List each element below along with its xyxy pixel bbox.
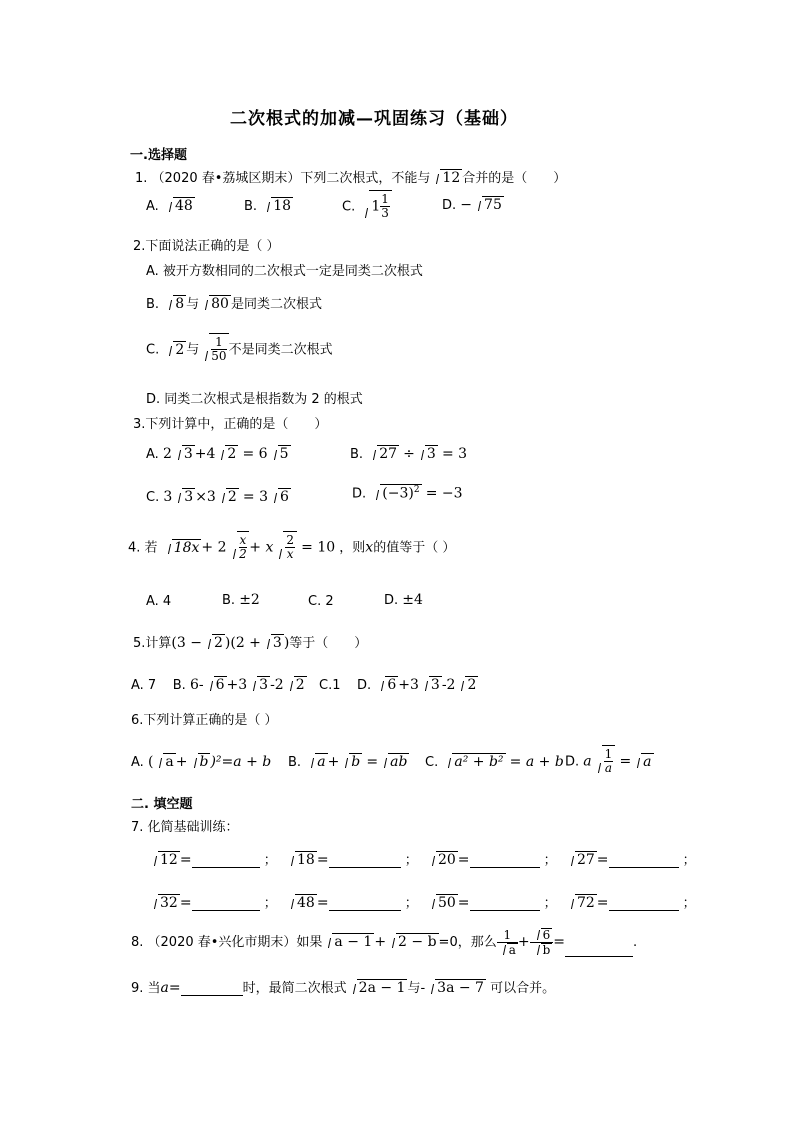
answer-blank[interactable] bbox=[470, 867, 540, 868]
section-heading-fill: 二. 填空题 bbox=[131, 797, 193, 812]
question-1-option-b: B. 18 bbox=[244, 198, 292, 214]
answer-blank[interactable] bbox=[565, 956, 633, 957]
question-8-stem: 8. （2020 春•兴化市期末）如果 a − 1 + 2 − b =0，那么 $\frac{1}{a}$ + $\frac{6}{b}$ = . bbox=[131, 927, 638, 957]
answer-blank[interactable] bbox=[192, 867, 260, 868]
question-4-option-d: D. ±4 bbox=[384, 592, 423, 608]
question-5-stem: 5.计算(3 − 2 )(2 + 3 )等于（ ） bbox=[133, 635, 368, 651]
question-2-option-b: B. 8 与 80 是同类二次根式 bbox=[146, 296, 322, 312]
question-6-option-a: A. ( a + b )²=a + b bbox=[131, 754, 272, 770]
question-4-stem: 4. 若 18x + 2 $\frac{x}{2}$ + x $\frac{2}{x}$ = 10 ，则x的值等于（ ） bbox=[128, 533, 456, 561]
question-6-option-b: B. a + b = ab bbox=[288, 754, 408, 770]
section-heading-choice: 一.选择题 bbox=[130, 148, 187, 163]
question-3-stem: 3.下列计算中，正确的是（ ） bbox=[133, 417, 328, 432]
question-2-option-d: D. 同类二次根式是根指数为 2 的根式 bbox=[146, 392, 363, 407]
question-2-option-c: C. 2 与 $\frac{1}{50}$ 不是同类二次根式 bbox=[146, 335, 333, 363]
question-1-option-c: C. 1 $\frac{1}{3}$ bbox=[342, 190, 392, 220]
question-2-option-a: A. 被开方数相同的二次根式一定是同类二次根式 bbox=[146, 264, 423, 279]
question-6-option-c: C. a² + b² = a + b bbox=[425, 754, 564, 770]
question-7-row-2: 32 = ； 48 = ； 50 = ； 72 = ； bbox=[148, 892, 696, 911]
question-3-option-d: D. $(-3)^2 = -3$ bbox=[352, 485, 463, 502]
question-7-row-1: 12 = ； 18 = ； 20 = ； 27 = ； bbox=[148, 849, 696, 868]
question-6-stem: 6.下列计算正确的是（ ） bbox=[131, 713, 278, 728]
question-4-option-b: B. ±2 bbox=[222, 592, 260, 608]
question-3-option-a: A. 2 3 +4 2 = 6 5 bbox=[146, 446, 289, 462]
question-5-options: A. 7 B. 6- 6 +3 3 -2 2 C.1 D. 6 +3 3 -2 2 bbox=[131, 677, 477, 693]
answer-blank[interactable] bbox=[192, 910, 260, 911]
question-1-option-a: A. 48 bbox=[146, 198, 193, 214]
question-4-option-a: A. 4 bbox=[146, 594, 172, 609]
page-title: 二次根式的加减—巩固练习（基础） bbox=[230, 109, 518, 129]
answer-blank[interactable] bbox=[329, 910, 401, 911]
sqrt-symbol: 12 bbox=[431, 169, 462, 186]
question-6-option-d: D. a $\frac{1}{a}$ = a bbox=[565, 747, 652, 775]
question-1-stem: 1. （2020 春•荔城区期末）下列二次根式，不能与 12 合并的是（ ） bbox=[135, 170, 567, 186]
question-3-option-b: B. 27 ÷ 3 = 3 bbox=[350, 446, 468, 462]
answer-blank[interactable] bbox=[329, 867, 401, 868]
question-2-stem: 2.下面说法正确的是（ ） bbox=[133, 239, 280, 254]
answer-blank[interactable] bbox=[181, 995, 243, 996]
question-3-option-c: C. 3 3 ×3 2 = 3 6 bbox=[146, 489, 289, 505]
question-1-option-d: D. − 75 bbox=[442, 197, 502, 213]
question-4-option-c: C. 2 bbox=[308, 594, 334, 609]
answer-blank[interactable] bbox=[609, 910, 679, 911]
question-9-stem: 9. 当a= 时，最简二次根式 2a − 1 与- 3a − 7 可以合并。 bbox=[131, 980, 556, 996]
answer-blank[interactable] bbox=[470, 910, 540, 911]
question-7-stem: 7. 化简基础训练： bbox=[131, 820, 239, 835]
answer-blank[interactable] bbox=[609, 867, 679, 868]
